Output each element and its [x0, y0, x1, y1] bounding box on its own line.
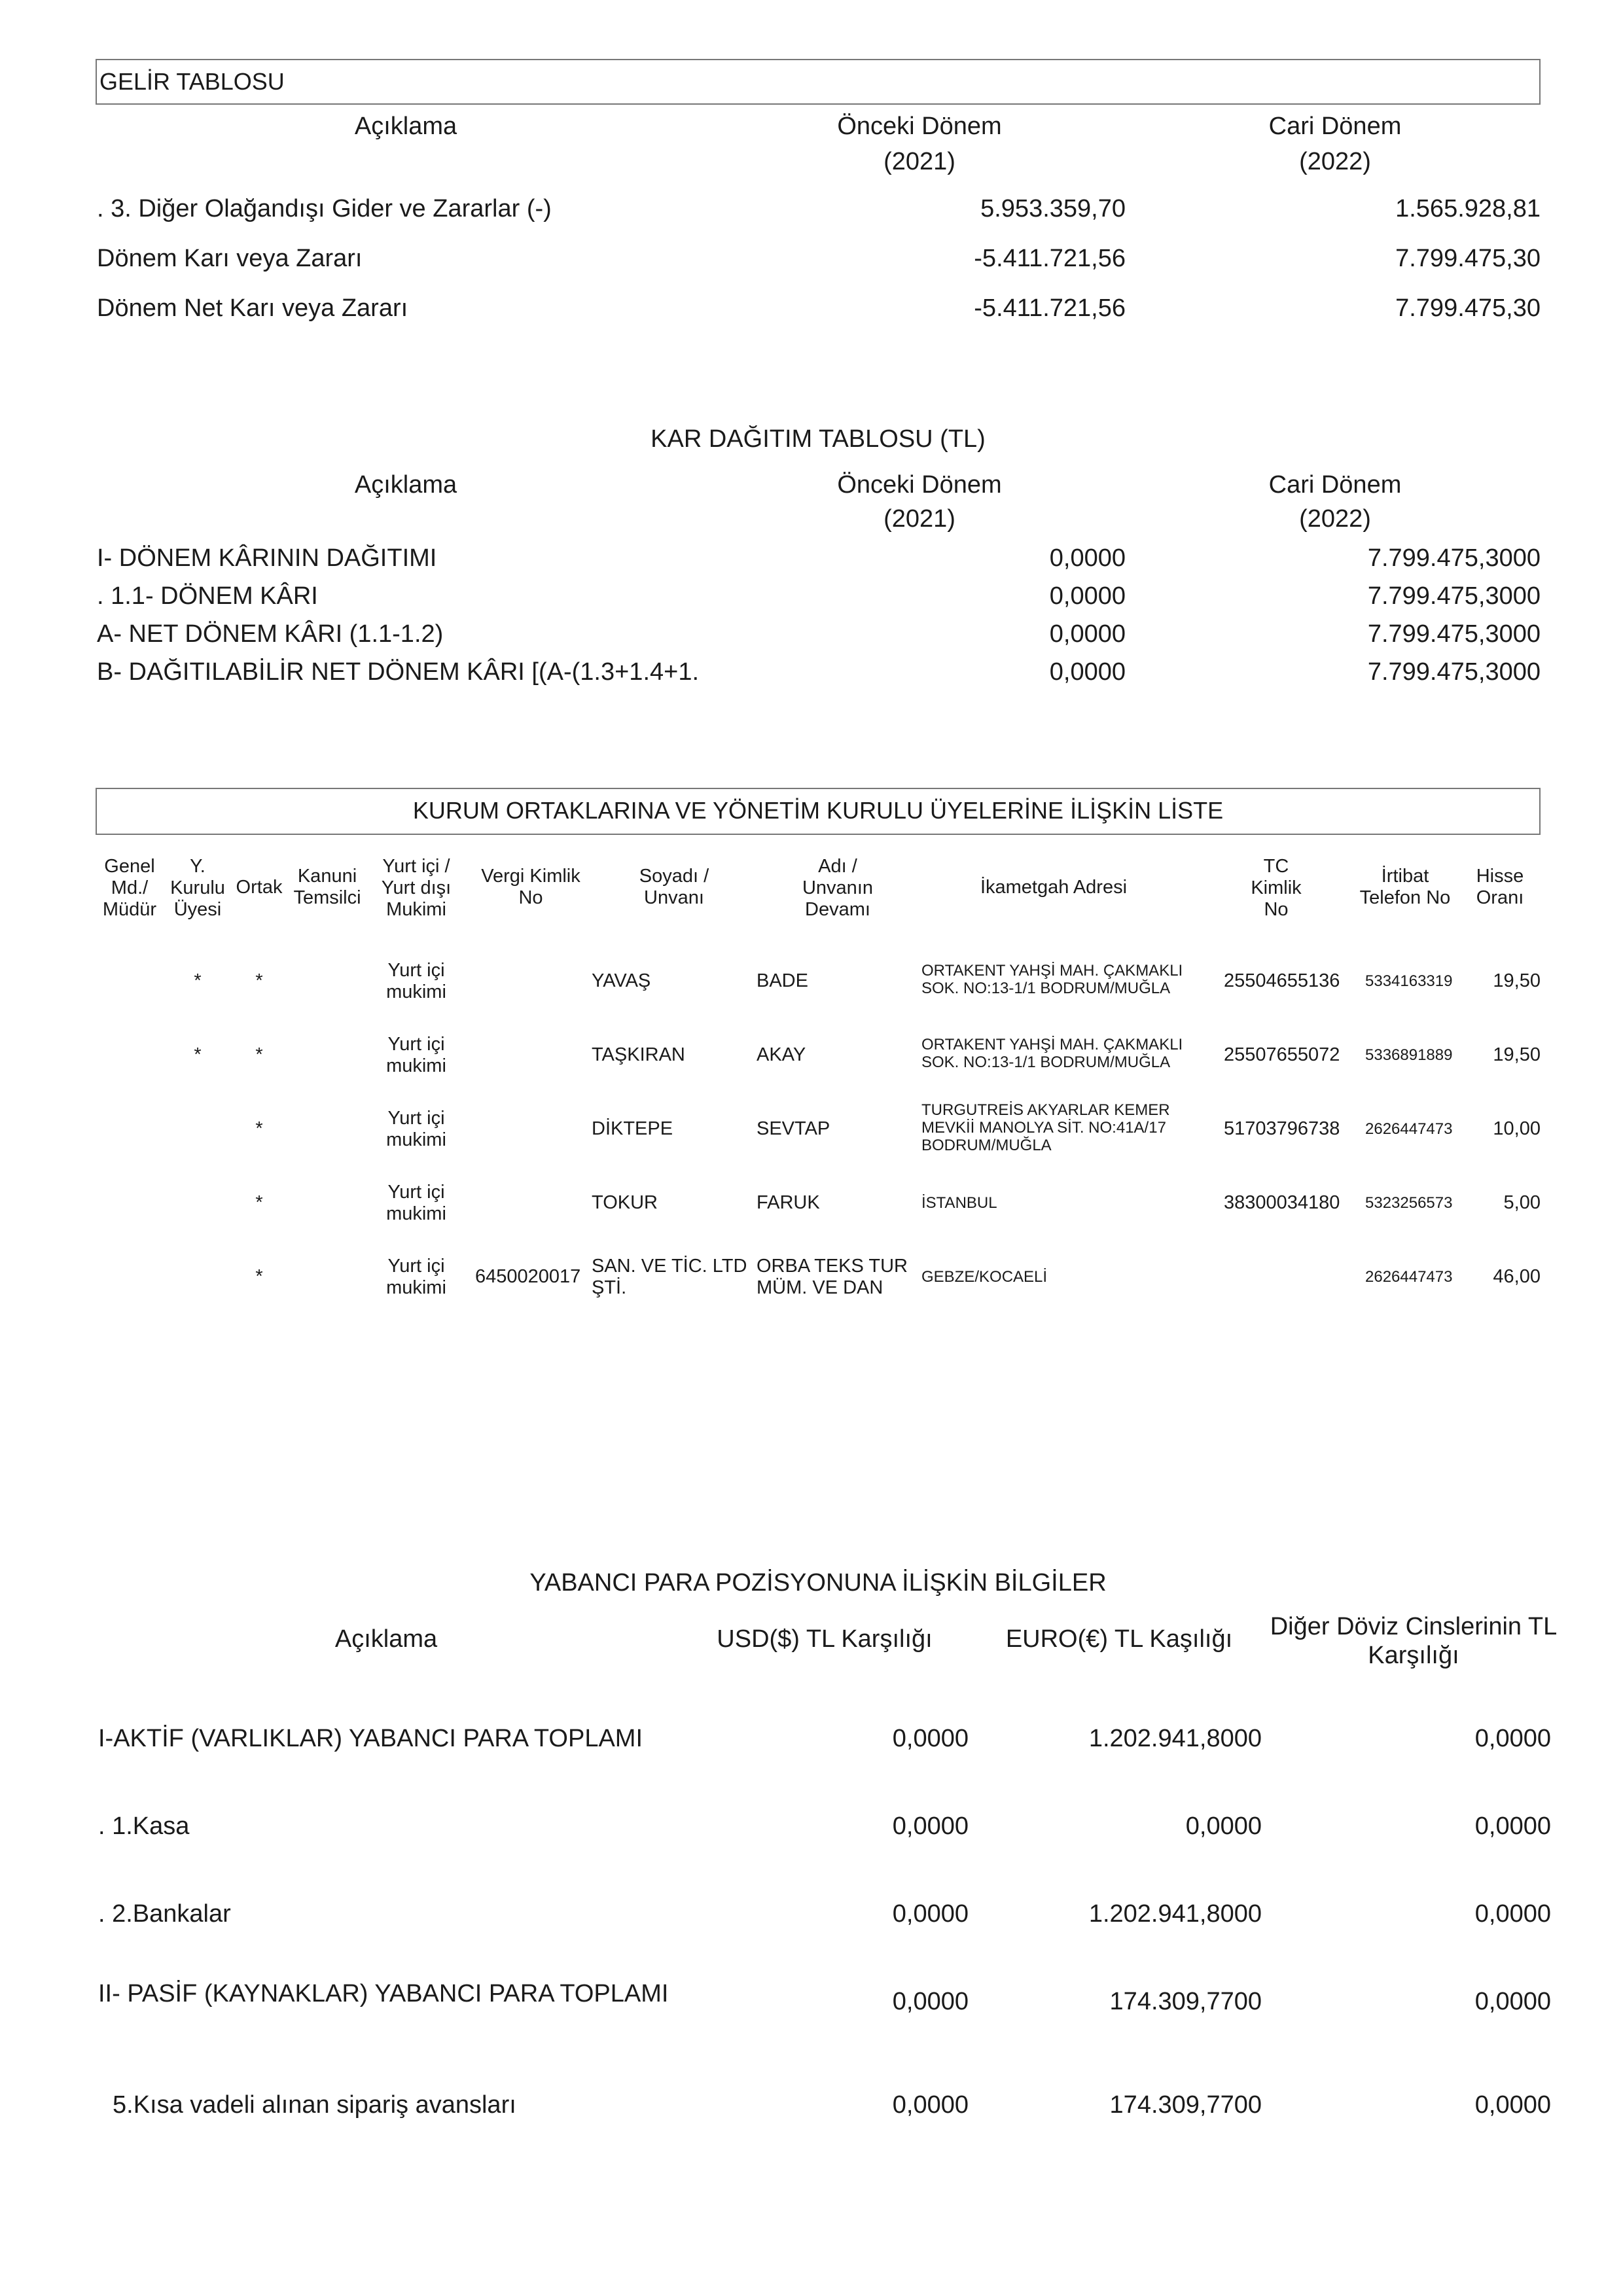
cell-adi: FARUK	[757, 1192, 820, 1213]
yabanci-row-label: I-AKTİF (VARLIKLAR) YABANCI PARA TOPLAMI	[98, 1725, 643, 1752]
cell-ikamet: ORTAKENT YAHŞİ MAH. ÇAKMAKLI SOK. NO:13-1/1 BODRUM/MUĞLA	[921, 1036, 1183, 1071]
cell-soyadi: TOKUR	[592, 1192, 658, 1213]
gelir-row-cur: 7.799.475,30	[1395, 245, 1541, 272]
kar-row-cur: 7.799.475,3000	[1367, 658, 1541, 686]
cell-tc: 25507655072	[1224, 1044, 1340, 1065]
cell-ikamet: ORTAKENT YAHŞİ MAH. ÇAKMAKLI SOK. NO:13-1/1 BODRUM/MUĞLA	[921, 962, 1183, 997]
cell-tc: 25504655136	[1224, 970, 1340, 991]
header-genel: Genel Md./ Müdür	[102, 856, 157, 920]
yabanci-row-usd: 0,0000	[892, 1900, 969, 1928]
header-soyadi: Soyadı / Unvanı	[639, 866, 709, 908]
kar-row-prev: 0,0000	[1049, 582, 1126, 610]
yabanci-row-euro: 0,0000	[1185, 1812, 1262, 1840]
cell-irtibat: 2626447473	[1365, 1120, 1453, 1138]
gelir-row-label: Dönem Net Karı veya Zararı	[97, 294, 408, 322]
kar-row-cur: 7.799.475,3000	[1367, 620, 1541, 648]
header-ykurulu: Y. Kurulu Üyesi	[170, 856, 225, 920]
cell-ortak: *	[255, 1192, 263, 1213]
kar-row-prev: 0,0000	[1049, 620, 1126, 648]
yabanci-title: YABANCI PARA POZİSYONUNA İLİŞKİN BİLGİLER	[529, 1569, 1107, 1597]
yabanci-row-other: 0,0000	[1474, 1725, 1551, 1752]
cell-hisse: 19,50	[1493, 1044, 1541, 1065]
gelir-row-cur: 1.565.928,81	[1395, 195, 1541, 222]
cell-irtibat: 2626447473	[1365, 1268, 1453, 1286]
cell-ykurulu: *	[194, 970, 202, 991]
kar-col-desc: Açıklama	[354, 471, 457, 499]
header-tc: TC Kimlik No	[1251, 856, 1302, 920]
cell-yurt: Yurt içi mukimi	[386, 1256, 446, 1298]
cell-hisse: 46,00	[1493, 1266, 1541, 1287]
kar-row-label: A- NET DÖNEM KÂRI (1.1-1.2)	[97, 620, 444, 648]
ortak-title: KURUM ORTAKLARINA VE YÖNETİM KURULU ÜYELERİNE İLİŞKİN LİSTE	[412, 797, 1224, 824]
yabanci-col-other: Diğer Döviz Cinslerinin TL Karşılığı	[1270, 1613, 1558, 1669]
kar-row-label: B- DAĞITILABİLİR NET DÖNEM KÂRI [(A-(1.3+1.4+1.	[97, 658, 700, 686]
cell-hisse: 5,00	[1503, 1192, 1541, 1213]
yabanci-row-euro: 1.202.941,8000	[1088, 1725, 1262, 1752]
header-hisse: Hisse Oranı	[1476, 866, 1524, 908]
gelir-row-prev: -5.411.721,56	[974, 245, 1126, 272]
gelir-col-cur: Cari Dönem	[1268, 113, 1402, 140]
gelir-row-label: Dönem Karı veya Zararı	[97, 245, 363, 272]
cell-ortak: *	[255, 970, 263, 991]
gelir-col-desc: Açıklama	[354, 113, 457, 140]
gelir-title-box	[96, 59, 1541, 105]
cell-ortak: *	[255, 1266, 263, 1287]
gelir-row-label: . 3. Diğer Olağandışı Gider ve Zararlar (-)	[97, 195, 552, 222]
yabanci-row-label: . 1.Kasa	[98, 1812, 190, 1840]
cell-ikamet: İSTANBUL	[921, 1194, 997, 1212]
yabanci-row-usd: 0,0000	[892, 1812, 969, 1840]
cell-ykurulu: *	[194, 1044, 202, 1065]
kar-row-label: I- DÖNEM KÂRININ DAĞITIMI	[97, 544, 437, 572]
cell-adi: SEVTAP	[757, 1118, 830, 1139]
cell-vergi: 6450020017	[475, 1266, 581, 1287]
header-irtibat: İrtibat Telefon No	[1359, 866, 1451, 908]
cell-ikamet: TURGUTREİS AKYARLAR KEMER MEVKİİ MANOLYA SİT. NO:41A/17 BODRUM/MUĞLA	[921, 1101, 1170, 1154]
cell-irtibat: 5334163319	[1365, 972, 1453, 990]
yabanci-row-other: 0,0000	[1474, 2091, 1551, 2119]
cell-ortak: *	[255, 1044, 263, 1065]
yabanci-row-euro: 174.309,7700	[1109, 2091, 1262, 2119]
header-ortak: Ortak	[236, 877, 283, 898]
yabanci-col-euro: EURO(€) TL Kaşılığı	[1005, 1625, 1233, 1653]
cell-soyadi: DİKTEPE	[592, 1118, 673, 1139]
kar-row-label: . 1.1- DÖNEM KÂRI	[97, 582, 318, 610]
cell-hisse: 10,00	[1493, 1118, 1541, 1139]
kar-col-prev-year: (2021)	[883, 505, 955, 533]
cell-yurt: Yurt içi mukimi	[386, 1182, 446, 1224]
kar-col-cur-year: (2022)	[1299, 505, 1371, 533]
header-vergi: Vergi Kimlik No	[481, 866, 580, 908]
cell-soyadi: TAŞKIRAN	[592, 1044, 685, 1065]
gelir-col-prev-year: (2021)	[883, 148, 955, 175]
yabanci-row-label: II- PASİF (KAYNAKLAR) YABANCI PARA TOPLAMI	[98, 1980, 669, 2007]
cell-yurt: Yurt içi mukimi	[386, 1108, 446, 1150]
cell-hisse: 19,50	[1493, 970, 1541, 991]
gelir-row-prev: -5.411.721,56	[974, 294, 1126, 322]
kar-row-prev: 0,0000	[1049, 658, 1126, 686]
cell-soyadi: SAN. VE TİC. LTD ŞTİ.	[592, 1256, 747, 1298]
kar-col-cur: Cari Dönem	[1268, 471, 1402, 499]
header-adi: Adı / Unvanın Devamı	[802, 856, 873, 920]
cell-adi: ORBA TEKS TUR MÜM. VE DAN	[757, 1256, 908, 1298]
cell-adi: AKAY	[757, 1044, 806, 1065]
cell-irtibat: 5323256573	[1365, 1194, 1453, 1212]
yabanci-row-other: 0,0000	[1474, 1988, 1551, 2015]
gelir-row-cur: 7.799.475,30	[1395, 294, 1541, 322]
gelir-title: GELİR TABLOSU	[99, 68, 285, 95]
yabanci-row-usd: 0,0000	[892, 1725, 969, 1752]
yabanci-row-label: 5.Kısa vadeli alınan sipariş avansları	[113, 2091, 516, 2119]
yabanci-col-usd: USD($) TL Karşılığı	[717, 1625, 933, 1653]
cell-irtibat: 5336891889	[1365, 1046, 1453, 1064]
yabanci-row-usd: 0,0000	[892, 1988, 969, 2015]
gelir-row-prev: 5.953.359,70	[980, 195, 1126, 222]
kar-col-prev: Önceki Dönem	[837, 471, 1002, 499]
cell-ikamet: GEBZE/KOCAELİ	[921, 1268, 1048, 1286]
kar-title: KAR DAĞITIM TABLOSU (TL)	[651, 425, 986, 453]
header-kanuni: Kanuni Temsilci	[293, 866, 361, 908]
cell-tc: 38300034180	[1224, 1192, 1340, 1213]
cell-soyadi: YAVAŞ	[592, 970, 651, 991]
yabanci-col-desc: Açıklama	[334, 1625, 438, 1653]
gelir-col-cur-year: (2022)	[1299, 148, 1371, 175]
gelir-col-prev: Önceki Dönem	[837, 113, 1002, 140]
header-ikamet: İkametgah Adresi	[980, 877, 1128, 898]
cell-yurt: Yurt içi mukimi	[386, 960, 446, 1002]
cell-yurt: Yurt içi mukimi	[386, 1034, 446, 1076]
cell-ortak: *	[255, 1118, 263, 1139]
yabanci-row-euro: 1.202.941,8000	[1088, 1900, 1262, 1928]
yabanci-row-other: 0,0000	[1474, 1812, 1551, 1840]
yabanci-row-euro: 174.309,7700	[1109, 1988, 1262, 2015]
kar-row-prev: 0,0000	[1049, 544, 1126, 572]
cell-tc: 51703796738	[1224, 1118, 1340, 1139]
cell-adi: BADE	[757, 970, 808, 991]
yabanci-row-other: 0,0000	[1474, 1900, 1551, 1928]
header-yurt: Yurt içi / Yurt dışı Mukimi	[381, 856, 452, 920]
yabanci-row-label: . 2.Bankalar	[98, 1900, 231, 1928]
kar-row-cur: 7.799.475,3000	[1367, 544, 1541, 572]
yabanci-row-usd: 0,0000	[892, 2091, 969, 2119]
kar-row-cur: 7.799.475,3000	[1367, 582, 1541, 610]
